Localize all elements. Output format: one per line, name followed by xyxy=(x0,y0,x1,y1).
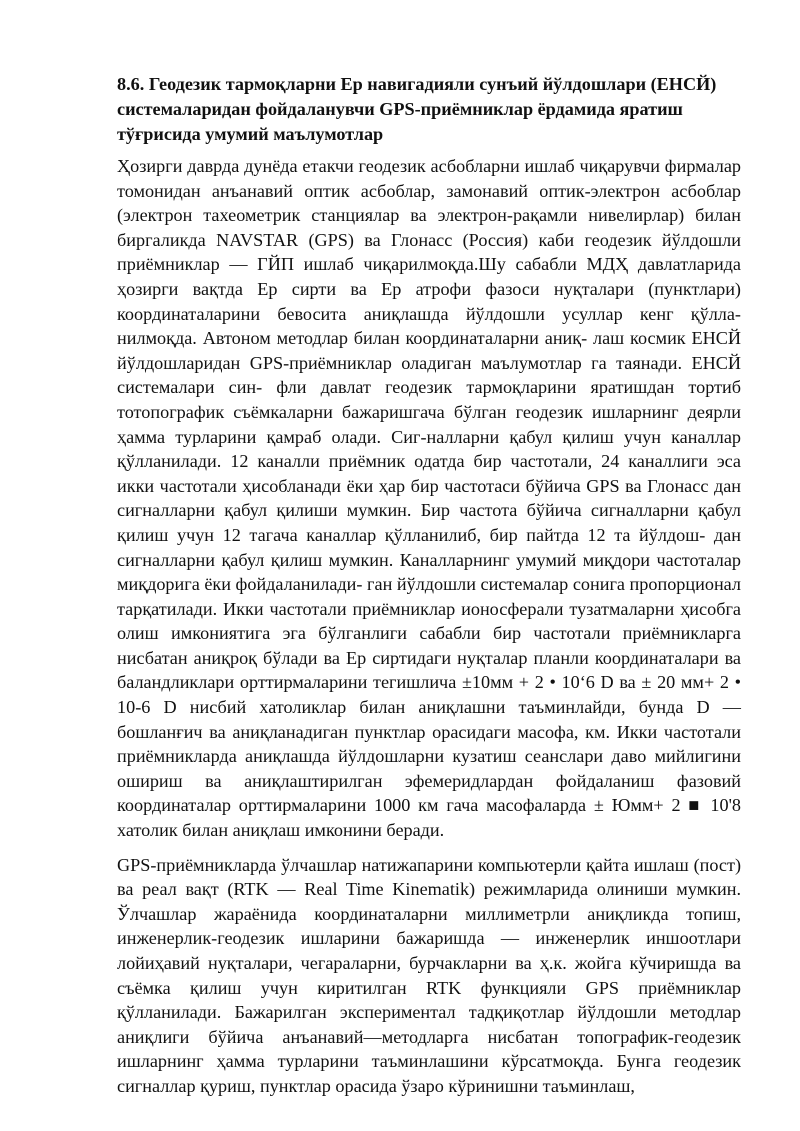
paragraph-1: Ҳозирги даврда дунёда етакчи геодезик асбобларни ишлаб чиқарувчи фирмалар томонидан анъанавий оптик асбоблар, замонавий оптик-электрон асбоблар (электрон тахеометрик станциялар ва электрон-рақамли нивелирлар) билан биргаликда NAVSTAR (GPS) ва Глонасс (Россия) каби геодезик йўлдошли приёмниклар — ГЙП ишлаб чиқарилмоқда.Шу сабабли МДҲ давлатларида ҳозирги вақтда Ер сирти ва Ер атрофи фазоси нуқталари (пунктлари) координаталарини бевосита аниқлашда йўлдошли усуллар кенг қўлла-нилмоқда. Автоном методлар билан координаталарни аниқ- лаш космик ЕНСЙ йўлдошларидан GPS-приёмниклар оладиган маълумотлар га таянади. ЕНСЙ системалари син- фли давлат геодезик тармоқларини яратишдан тортиб тотопографик съёмкаларни бажаришгача бўлган геодезик ишларнинг деярли ҳамма турларини қамраб олади. Сиг-налларни қабул қилиш учун каналлар қўлланилади. 12 каналли приёмник одатда бир частотали, 24 каналлиги эса икки частотали ҳисобланади ёки ҳар бир частотаси бўйича GPS ва Глонасс дан сигналларни қабул қилиши мумкин. Бир частота бўйича сигналларни қабул қилиш учун 12 тагача каналлар қўлланилиб, бир пайтда 12 та йўлдош- дан сигналларни қабул қилиш мумкин. Каналларнинг умумий миқдори частоталар миқдорига ёки фойдаланилади- ган йўлдошли системалар сонига пропорционал тарқатилади. Икки частотали приёмниклар ионосферали тузатмаларни ҳисобга олиш имкониятига эга бўлганлиги сабабли бир частотали приёмникларга нисбатан аниқроқ бўлади ва Ер сиртидаги нуқталар планли координаталари ва баландликлари орттирмаларини тегишлича ±10мм + 2 • 10‘6 D ва ± 20 мм+ 2 • 10-6 D нисбий хатоликлар билан аниқлашни таъминлайди, бунда D — бошланғич ва аниқланадиган пунктлар орасидаги масофа, км. Икки частотали приёмникларда аниқлашда йўлдошларни кузатиш сеанслари даво мийлигини ошириш ва аниқлаштирилган эфемеридлардан фойдаланиш фазовий координаталар орттирмаларини 1000 км гача масофаларда ± Юмм+ 2 ■ 10'8 хатолик билан аниқлаш имконини беради. xyxy=(117,156,741,841)
paragraph-2: GPS-приёмникларда ўлчашлар натижапарини компьютерли қайта ишлаш (пост) ва реал вақт (RTK — Real Time Kinematik) режимларида олиниши мумкин. Ўлчашлар жараёнида координаталарни миллиметрли аниқликда топиш, инженерлик-геодезик ишларини бажаришда — инженерлик иншоотлари лойиҳавий нуқталари, чегараларни, бурчакларни ва ҳ.к. жойга кўчиришда ва съёмка қилиш учун киритилган RTK функцияли GPS приёмниклар қўлланилади. Бажарилган экспериментал тадқиқотлар йўлдошли методлар аниқлиги бўйича анъанавий—методларга нисбатан топографик-геодезик ишларнинг ҳамма турларини таъминлашини кўрсатмоқда. Бунга геодезик сигналлар қуриш, пунктлар орасида ўзаро кўринишни таъминлаш, xyxy=(117,854,741,1096)
document-page xyxy=(117,60,741,1099)
section-heading: 8.6. Геодезик тармоқларни Ер навигадияли сунъий йўлдошлари (ЕНСЙ) системаларидан фойдаланувчи GPS-приёмниклар ёрдамида яратиш тўғрисида умумий маълумотлар xyxy=(117,74,717,144)
